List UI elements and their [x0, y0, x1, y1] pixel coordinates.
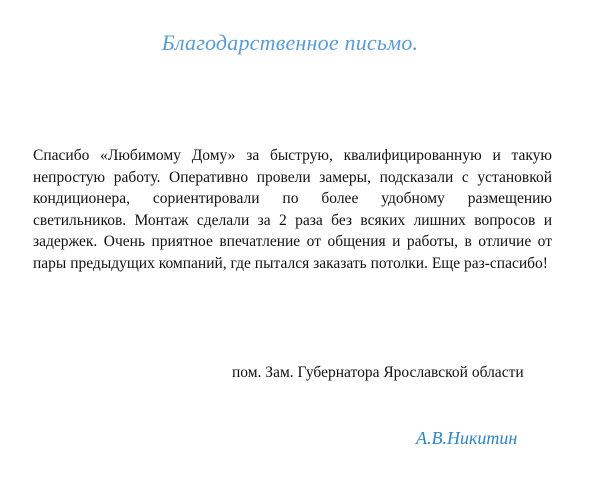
- letter-title: Благодарственное письмо.: [161, 30, 419, 55]
- author-position: пом. Зам. Губернатора Ярославской области: [232, 364, 524, 381]
- letter-body: Спасибо «Любимому Дому» за быструю, квалифицированную и такую непростую работу. Оперативно провели замеры, подсказали с установкой кондиционера, сориентировали по более удобному размещению светильников. Монтаж сделали за 2 раза без всяких лишних вопросов и задержек. Очень приятное впечатление от общения и работы, в отличие от пары предыдущих компаний, где пытался заказать потолки. Еще раз-спасибо!: [33, 147, 552, 272]
- author-signature: А.В.Никитин: [416, 428, 518, 448]
